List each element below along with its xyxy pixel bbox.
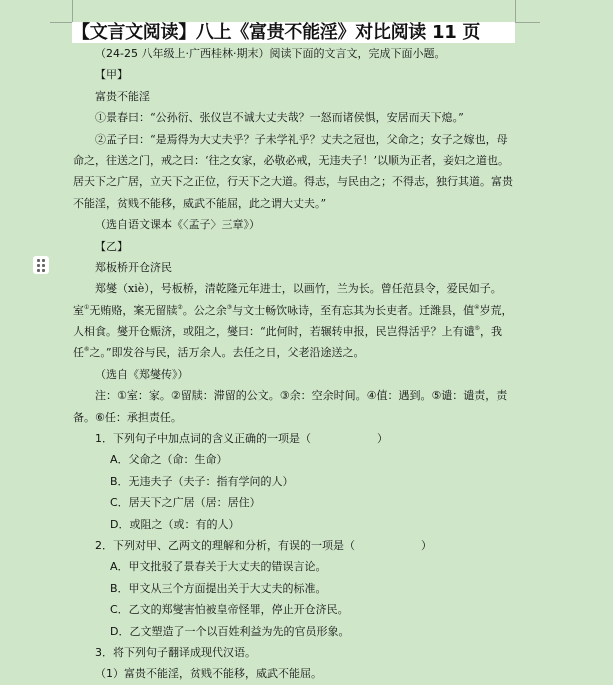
- page-corner-mark: [50, 22, 72, 23]
- footnote-ref: ⑥: [84, 346, 90, 354]
- text: 与文士畅饮咏诗，至有忘其为长吏者。迁潍县，值: [232, 303, 475, 317]
- question-option: D．乙文塑造了一个以百姓利益为先的官员形象。: [110, 624, 350, 638]
- passage-line: 居天下之广居，立天下之正位，行天下之大道。得志，与民由之；不得志，独行其道。富贵: [73, 175, 513, 189]
- passage-source: （选自语文课本《〈孟子〉三章》）: [95, 218, 260, 232]
- page-corner-mark: [72, 0, 73, 22]
- footnote-ref: ⑤: [474, 325, 481, 333]
- text: 无贿赂，案无留牍: [89, 303, 178, 317]
- text: 岁荒，: [479, 303, 513, 317]
- passage-line: 命之，往送之门，戒之曰：‘往之女家，必敬必戒，无违夫子！’以顺为正者，妾妇之道也。: [73, 153, 509, 167]
- text: 。公之余: [182, 303, 227, 317]
- footnote-ref: ③: [226, 303, 233, 311]
- passage-line: [73, 300, 518, 321]
- notes-line: 备。⑥任：承担责任。: [73, 410, 182, 424]
- footnote-ref: ④: [474, 303, 480, 311]
- question-item: （1）富贵不能淫，贫贱不能移，威武不能屈。: [95, 667, 322, 681]
- text: 任: [73, 346, 84, 360]
- document-title: 【文言文阅读】八上《富贵不能淫》对比阅读 11 页: [72, 22, 515, 43]
- passage-line: [73, 342, 518, 363]
- intro-text: （24-25 八年级上·广西桂林·期末）阅读下面的文言文，完成下面小题。: [95, 47, 446, 60]
- text: 人相食。燮开仓赈济，或阻之，燮曰：“此何时，若辗转申报，民岂得活乎？上有谴: [73, 325, 475, 339]
- question-option: D．或阻之（或：有的人）: [110, 517, 240, 531]
- question-stem: 3．将下列句子翻译成现代汉语。: [95, 645, 256, 659]
- question-option: C．乙文的郑燮害怕被皇帝怪罪，停止开仓济民。: [110, 603, 349, 617]
- page-corner-mark: [515, 0, 516, 22]
- text: 之。”即发谷与民，活万余人。去任之日，父老沿途送之。: [89, 346, 365, 360]
- section-label-jia: 【甲】: [95, 68, 128, 82]
- text: 室: [73, 303, 84, 317]
- passage-line: ②孟子曰：“是焉得为大丈夫乎？子未学礼乎？丈夫之冠也，父命之；女子之嫁也，母: [95, 132, 508, 146]
- footnote-ref: ①: [84, 303, 90, 311]
- passage-line: 郑燮（xiè），号板桥，清乾隆元年进士，以画竹，兰为长。曾任范县令，爱民如子。: [95, 282, 502, 296]
- footnote-ref: ②: [177, 303, 183, 311]
- question-option: B．无违夫子（夫子：指有学问的人）: [110, 474, 294, 488]
- notes-line: 注：①室：家。②留牍：滞留的公文。③余：空余时间。④值：遇到。⑤谴：谴责，责: [95, 389, 508, 403]
- question-stem: 1．下列句子中加点词的含义正确的一项是（ ）: [95, 432, 388, 446]
- question-option: A．父命之（命：生命）: [110, 453, 228, 467]
- passage-line: 不能淫，贫贱不能移，威武不能屈，此之谓大丈夫。”: [73, 196, 327, 210]
- question-option: C．居天下之广居（居：居住）: [110, 496, 261, 510]
- page-corner-mark: [515, 22, 540, 23]
- question-option: B．甲文从三个方面提出关于大丈夫的标准。: [110, 581, 327, 595]
- passage-heading: 富贵不能淫: [95, 89, 150, 103]
- question-stem: 2．下列对甲、乙两文的理解和分析，有误的一项是（ ）: [95, 538, 432, 552]
- passage-source: （选自《郑燮传》）: [95, 367, 189, 381]
- passage-heading: 郑板桥开仓济民: [95, 260, 172, 274]
- text: ，我: [480, 325, 503, 339]
- passage-line: ①景春曰：“公孙衍、张仪岂不诚大丈夫哉？一怒而诸侯惧，安居而天下熄。”: [95, 111, 464, 125]
- passage-line: [73, 321, 518, 342]
- section-label-yi: 【乙】: [95, 239, 128, 253]
- drag-handle-icon[interactable]: [33, 256, 49, 274]
- question-option: A．甲文批驳了景春关于大丈夫的错误言论。: [110, 560, 327, 574]
- document-body: [73, 43, 518, 685]
